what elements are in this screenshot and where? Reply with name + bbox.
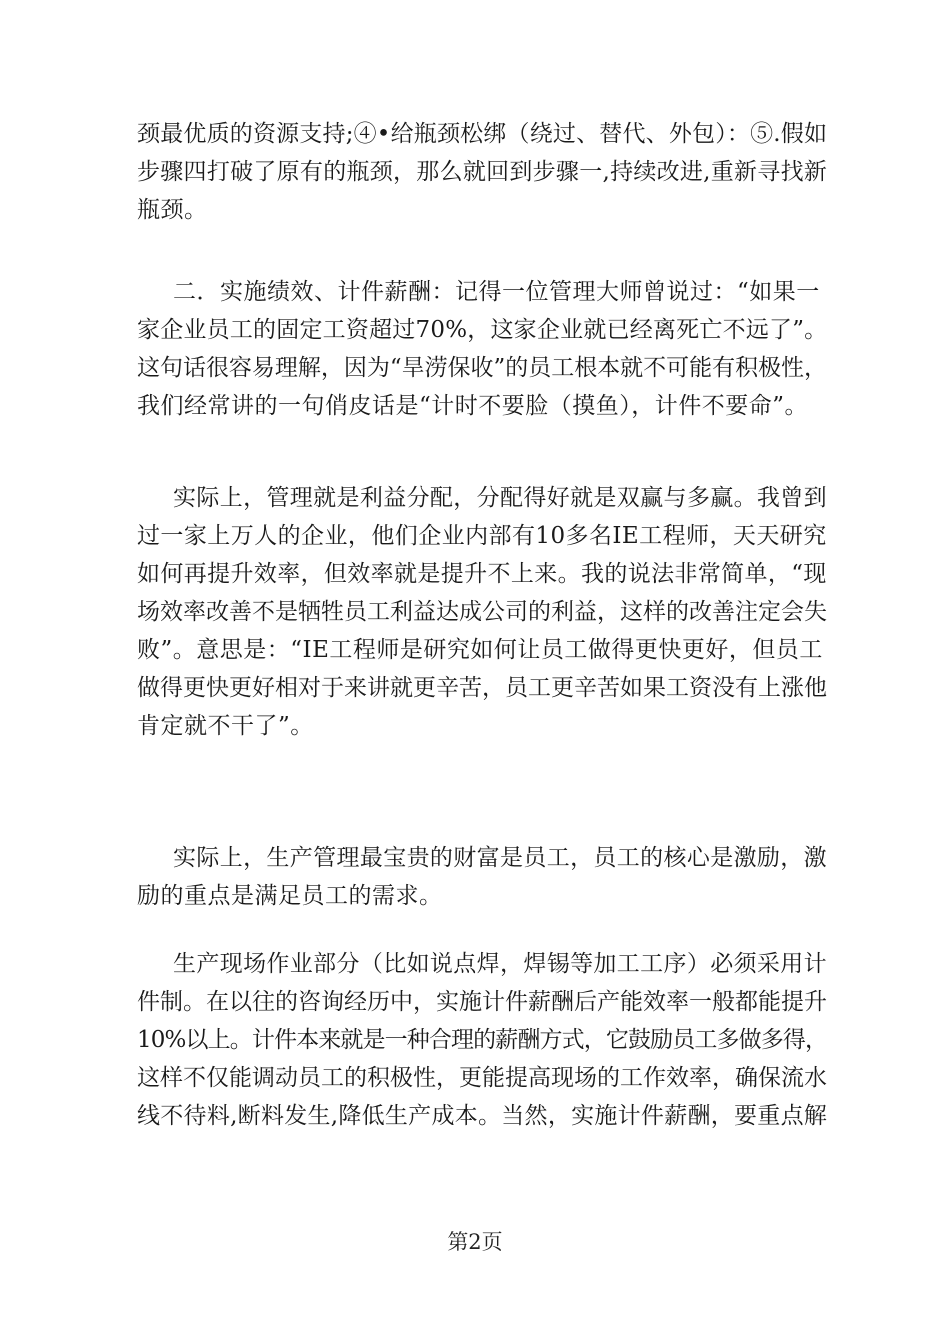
text-line: 励的重点是满足员工的需求。: [137, 883, 443, 909]
text-line: 败”。意思是：“IE工程师是研究如何让员工做得更快更好，但员工: [137, 637, 823, 663]
paragraph-2: [137, 273, 827, 425]
text-line: 我们经常讲的一句俏皮话是“计时不要脸（摸鱼），计件不要命”。: [137, 393, 809, 419]
paragraph-3: [137, 479, 827, 745]
text-line: 过一家上万人的企业，他们企业内部有10多名IE工程师，天天研究: [137, 523, 827, 549]
text-line: 如何再提升效率，但效率就是提升不上来。我的说法非常简单，“现: [137, 561, 827, 587]
paragraph-4: [137, 839, 827, 915]
text-line: 瓶颈。: [137, 197, 208, 223]
text-line: 二．实施绩效、计件薪酬：记得一位管理大师曾说过：“如果一: [173, 279, 820, 305]
text-line: 件制。在以往的咨询经历中，实施计件薪酬后产能效率一般都能提升: [137, 989, 827, 1015]
paragraph-1: [137, 115, 827, 229]
text-line: 实际上，管理就是利益分配，分配得好就是双赢与多赢。我曾到: [173, 485, 827, 511]
text-line: 线不待料,断料发生,降低生产成本。当然，实施计件薪酬，要重点解: [137, 1103, 828, 1129]
text-line: 步骤四打破了原有的瓶颈，那么就回到步骤一,持续改进,重新寻找新: [137, 159, 828, 185]
text-line: 生产现场作业部分（比如说点焊，焊锡等加工工序）必须采用计: [173, 951, 827, 977]
text-line: 家企业员工的固定工资超过70%，这家企业就已经离死亡不远了”。: [137, 317, 828, 343]
paragraph-5: [137, 945, 827, 1135]
text-line: 做得更快更好相对于来讲就更辛苦，员工更辛苦如果工资没有上涨他: [137, 675, 827, 701]
text-line: 实际上，生产管理最宝贵的财富是员工，员工的核心是激励，激: [173, 845, 827, 871]
text-line: 这样不仅能调动员工的积极性，更能提高现场的工作效率，确保流水: [137, 1065, 827, 1091]
text-line: 10%以上。计件本来就是一种合理的薪酬方式，它鼓励员工多做多得，: [137, 1027, 828, 1053]
text-line: 这句话很容易理解，因为“旱涝保收”的员工根本就不可能有积极性，: [137, 355, 828, 381]
text-line: 颈最优质的资源支持;④•给瓶颈松绑（绕过、替代、外包）：⑤.假如: [137, 121, 828, 147]
text-line: 场效率改善不是牺牲员工利益达成公司的利益，这样的改善注定会失: [137, 599, 827, 625]
page-number: 第2页: [447, 1230, 503, 1254]
text-line: 肯定就不干了”。: [137, 713, 314, 739]
